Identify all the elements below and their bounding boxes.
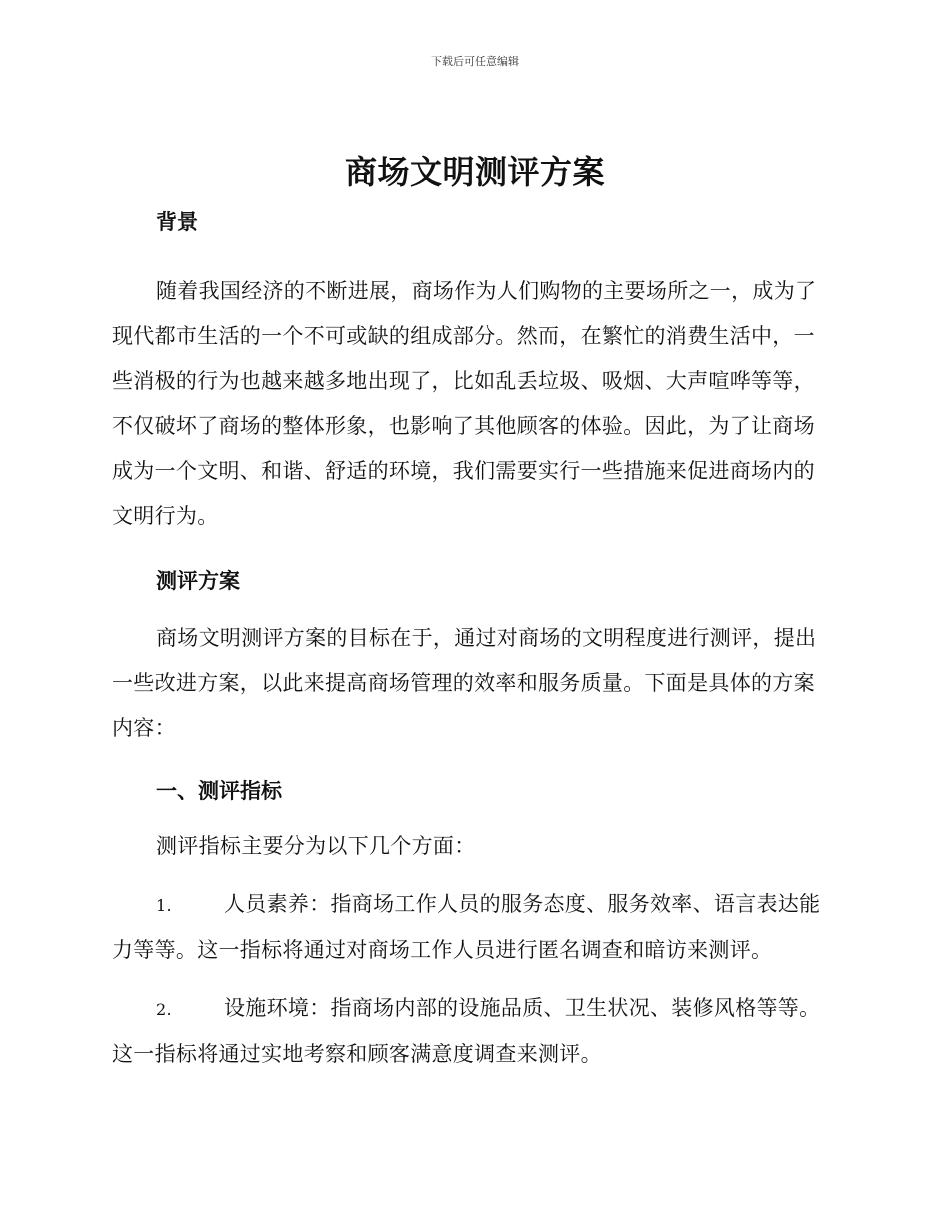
indicators-intro: 测评指标主要分为以下几个方面： <box>156 834 476 858</box>
document-title: 商场文明测评方案 <box>344 153 605 191</box>
list-item-text: 人员素养：指商场工作人员的服务态度、服务效率、语言表达能力等等。这一指标将通过对商场工作人员进行匿名调查和暗访来测评。 <box>112 892 821 962</box>
list-item-text: 设施环境：指商场内部的设施品质、卫生状况、装修风格等等。这一指标将通过实地考察和顾客满意度调查来测评。 <box>112 996 821 1066</box>
background-paragraph: 随着我国经济的不断进展，商场作为人们购物的主要场所之一，成为了现代都市生活的一个不可或缺的组成部分。然而，在繁忙的消费生活中，一些消极的行为也越来越多地出现了，比如乱丢垃圾、吸烟、大声喧哗等等，不仅破坏了商场的整体形象，也影响了其他顾客的体验。因此，为了让商场成为一个文明、和谐、舒适的环境，我们需要实行一些措施来促进商场内的文明行为。 <box>112 279 817 528</box>
list-item-number: 1. <box>156 896 172 915</box>
list-item <box>112 986 832 1077</box>
section-heading-plan: 测评方案 <box>156 569 240 593</box>
header-note: 下载后可任意编辑 <box>431 55 519 68</box>
list-item <box>112 882 832 973</box>
plan-paragraph: 商场文明测评方案的目标在于，通过对商场的文明程度进行测评，提出一些改进方案，以此来提高商场管理的效率和服务质量。下面是具体的方案内容： <box>112 626 817 740</box>
list-item-number: 2. <box>156 1000 172 1019</box>
document-body <box>112 204 832 1077</box>
section-heading-indicators: 一、测评指标 <box>156 779 282 803</box>
section-heading-background: 背景 <box>156 210 198 234</box>
